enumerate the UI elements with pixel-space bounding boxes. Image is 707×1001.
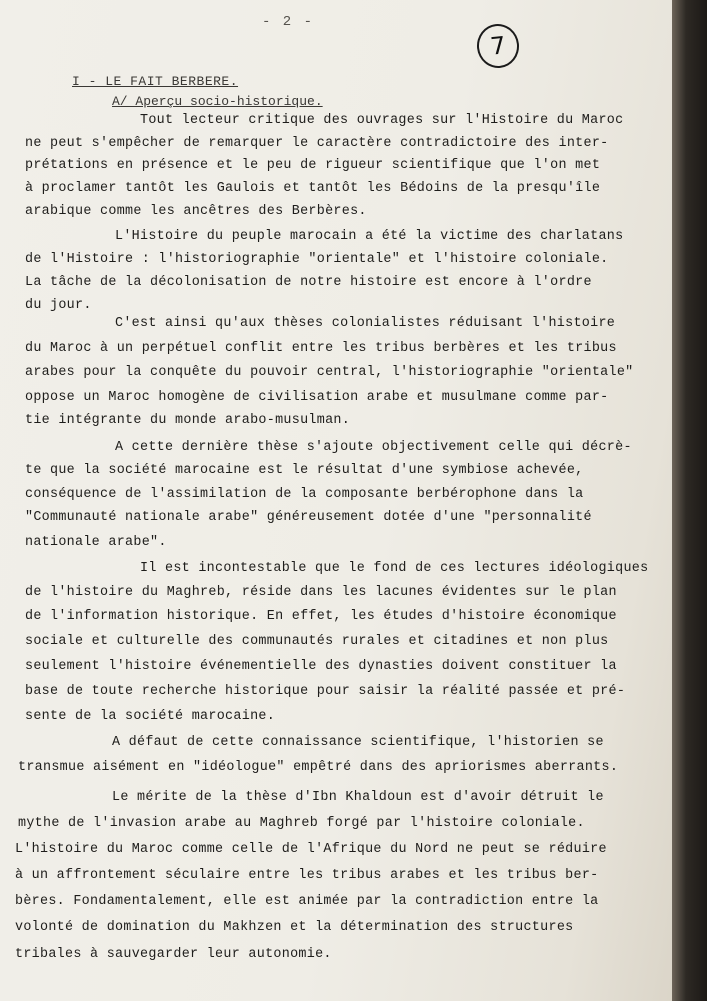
section-heading: I - LE FAIT BERBERE. — [72, 74, 239, 89]
text-line: La tâche de la décolonisation de notre histoire est encore à l'ordre — [25, 275, 592, 290]
text-line: prétations en présence et le peu de rigueur scientifique que l'on met — [25, 158, 601, 173]
text-line: te que la société marocaine est le résultat d'une symbiose achevée, — [25, 463, 584, 478]
page-shadow-edge — [672, 0, 707, 1001]
text-line: A défaut de cette connaissance scientifique, l'historien se — [112, 735, 604, 750]
page-number: - 2 - — [262, 14, 315, 30]
text-line: à un affrontement séculaire entre les tribus arabes et les tribus ber- — [15, 868, 599, 883]
text-line: seulement l'histoire événementielle des dynasties doivent constituer la — [25, 659, 617, 674]
text-line: oppose un Maroc homogène de civilisation arabe et musulmane comme par- — [25, 390, 609, 405]
text-line: Il est incontestable que le fond de ces lectures idéologiques — [140, 561, 649, 576]
text-line: mythe de l'invasion arabe au Maghreb forgé par l'histoire coloniale. — [18, 816, 585, 831]
text-line: de l'histoire du Maghreb, réside dans les lacunes évidentes sur le plan — [25, 585, 617, 600]
text-line: "Communauté nationale arabe" généreusement dotée d'une "personnalité — [25, 510, 592, 525]
text-line: de l'Histoire : l'historiographie "orientale" et l'histoire coloniale. — [25, 252, 609, 267]
text-line: L'histoire du Maroc comme celle de l'Afrique du Nord ne peut se réduire — [15, 842, 607, 857]
text-line: sente de la société marocaine. — [25, 709, 276, 724]
text-line: conséquence de l'assimilation de la composante berbérophone dans la — [25, 487, 584, 502]
text-line: nationale arabe". — [25, 535, 167, 550]
text-line: A cette dernière thèse s'ajoute objectivement celle qui décrè- — [115, 440, 632, 455]
text-line: transmue aisément en "idéologue" empêtré dans des apriorismes aberrants. — [18, 760, 619, 775]
text-line: tribales à sauvegarder leur autonomie. — [15, 947, 332, 962]
text-line: base de toute recherche historique pour saisir la réalité passée et pré- — [25, 684, 626, 699]
text-line: L'Histoire du peuple marocain a été la victime des charlatans — [115, 229, 624, 244]
text-line: arabes pour la conquête du pouvoir central, l'historiographie "orientale" — [25, 365, 634, 380]
text-line: du jour. — [25, 298, 92, 313]
text-line: Tout lecteur critique des ouvrages sur l'Histoire du Maroc — [140, 113, 624, 128]
text-line: ne peut s'empêcher de remarquer le caractère contradictoire des inter- — [25, 136, 609, 151]
handwritten-circled-number: 7 — [475, 22, 521, 70]
text-line: C'est ainsi qu'aux thèses colonialistes réduisant l'histoire — [115, 316, 616, 331]
text-line: tie intégrante du monde arabo-musulman. — [25, 413, 351, 428]
text-line: volonté de domination du Makhzen et la détermination des structures — [15, 920, 574, 935]
subsection-heading: A/ Aperçu socio-historique. — [112, 94, 323, 109]
text-line: du Maroc à un perpétuel conflit entre les tribus berbères et les tribus — [25, 341, 617, 356]
text-line: à proclamer tantôt les Gaulois et tantôt les Bédoins de la presqu'île — [25, 181, 601, 196]
text-line: de l'information historique. En effet, les études d'histoire économique — [25, 609, 617, 624]
text-line: arabique comme les ancêtres des Berbères. — [25, 204, 367, 219]
text-line: bères. Fondamentalement, elle est animée par la contradiction entre la — [15, 894, 599, 909]
text-line: sociale et culturelle des communautés rurales et citadines et non plus — [25, 634, 609, 649]
text-line: Le mérite de la thèse d'Ibn Khaldoun est d'avoir détruit le — [112, 790, 604, 805]
